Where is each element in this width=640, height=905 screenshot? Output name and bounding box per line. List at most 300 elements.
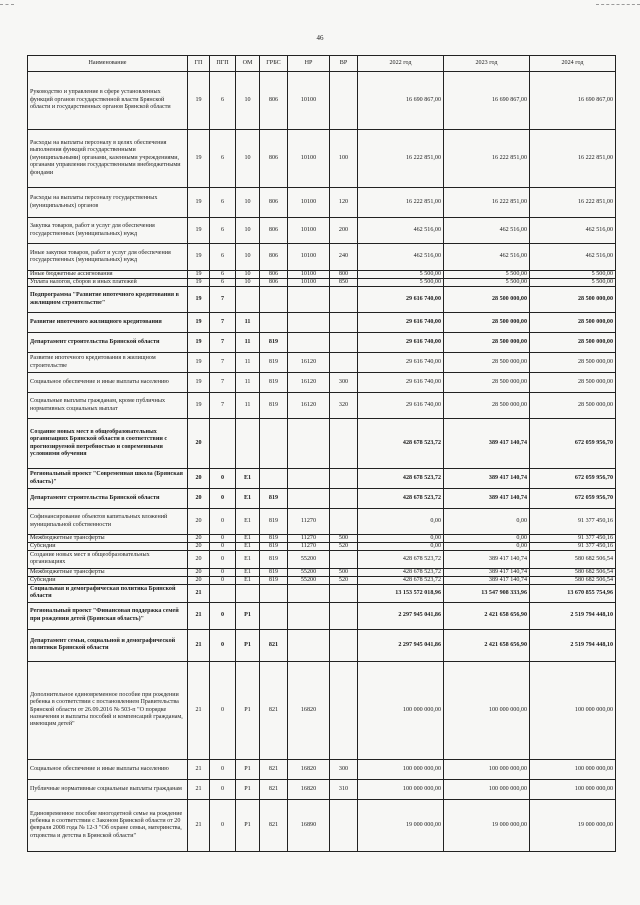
row-om: P1 — [236, 629, 260, 661]
table-row — [28, 333, 616, 353]
row-amount-2022: 100 000 000,00 — [358, 759, 444, 779]
row-vr — [330, 419, 358, 469]
row-om: P1 — [236, 602, 260, 629]
top-dash-left — [0, 4, 14, 5]
row-nr — [288, 489, 330, 509]
row-grbs: 806 — [260, 188, 288, 218]
table-row — [28, 543, 616, 551]
row-amount-2024: 5 500,00 — [530, 279, 616, 287]
row-name: Субсидии — [28, 543, 188, 551]
row-grbs — [260, 584, 288, 602]
row-gp: 19 — [188, 279, 210, 287]
row-name: Расходы на выплаты персоналу в целях обеспечения выполнения функций государственными (муниципальными) органами, казенными учреждениями, органами управления государственными внебюджетными фондами — [28, 130, 188, 188]
row-grbs: 819 — [260, 373, 288, 393]
row-amount-2024: 16 222 851,00 — [530, 130, 616, 188]
row-amount-2024: 28 500 000,00 — [530, 333, 616, 353]
row-nr: 16820 — [288, 759, 330, 779]
row-amount-2022: 0,00 — [358, 543, 444, 551]
row-amount-2022: 16 222 851,00 — [358, 130, 444, 188]
row-amount-2024: 19 000 000,00 — [530, 799, 616, 851]
row-vr — [330, 489, 358, 509]
row-amount-2022: 428 678 523,72 — [358, 489, 444, 509]
row-amount-2022: 13 153 572 018,96 — [358, 584, 444, 602]
table-row — [28, 218, 616, 244]
row-gp: 19 — [188, 271, 210, 279]
row-name: Региональный проект "Современная школа (Брянская область)" — [28, 469, 188, 489]
row-amount-2024: 672 059 956,70 — [530, 469, 616, 489]
row-grbs: 819 — [260, 551, 288, 569]
row-gp: 20 — [188, 576, 210, 584]
table-row — [28, 799, 616, 851]
row-name: Департамент строительства Брянской области — [28, 489, 188, 509]
row-amount-2022: 0,00 — [358, 509, 444, 535]
row-amount-2022: 19 000 000,00 — [358, 799, 444, 851]
row-pgp: 0 — [210, 799, 236, 851]
row-gp: 20 — [188, 535, 210, 543]
row-amount-2024: 2 519 794 448,10 — [530, 602, 616, 629]
row-vr: 520 — [330, 543, 358, 551]
row-nr: 16120 — [288, 373, 330, 393]
row-om: 10 — [236, 130, 260, 188]
row-amount-2023: 100 000 000,00 — [444, 759, 530, 779]
row-amount-2022: 29 616 740,00 — [358, 333, 444, 353]
row-amount-2023: 100 000 000,00 — [444, 779, 530, 799]
row-om — [236, 419, 260, 469]
row-vr: 120 — [330, 188, 358, 218]
row-om: E1 — [236, 543, 260, 551]
row-om — [236, 584, 260, 602]
row-vr: 500 — [330, 535, 358, 543]
row-amount-2022: 428 678 523,72 — [358, 469, 444, 489]
row-vr: 240 — [330, 244, 358, 271]
row-nr: 11270 — [288, 509, 330, 535]
row-amount-2023: 16 222 851,00 — [444, 188, 530, 218]
row-nr: 55200 — [288, 551, 330, 569]
row-amount-2022: 428 678 523,72 — [358, 568, 444, 576]
row-nr — [288, 602, 330, 629]
table-row — [28, 279, 616, 287]
row-amount-2023: 2 421 658 656,90 — [444, 629, 530, 661]
row-pgp: 0 — [210, 602, 236, 629]
table-row — [28, 313, 616, 333]
row-amount-2023: 462 516,00 — [444, 244, 530, 271]
table-row — [28, 584, 616, 602]
table-row — [28, 353, 616, 373]
row-name: Руководство и управление в сфере установленных функций органов государственной власти Брянской области и государственных органов Брянской области — [28, 72, 188, 130]
row-nr — [288, 584, 330, 602]
row-gp: 21 — [188, 629, 210, 661]
row-grbs: 806 — [260, 244, 288, 271]
row-gp: 20 — [188, 543, 210, 551]
header-2024: 2024 год — [530, 56, 616, 72]
row-amount-2024: 580 682 506,54 — [530, 551, 616, 569]
row-amount-2022: 29 616 740,00 — [358, 353, 444, 373]
row-name: Иные закупки товаров, работ и услуг для обеспечения государственных (муниципальных) нужд — [28, 244, 188, 271]
row-om: 11 — [236, 373, 260, 393]
row-amount-2024: 28 500 000,00 — [530, 373, 616, 393]
row-nr: 16120 — [288, 353, 330, 373]
row-vr — [330, 799, 358, 851]
row-vr — [330, 469, 358, 489]
header-2022: 2022 год — [358, 56, 444, 72]
row-vr — [330, 72, 358, 130]
table-row — [28, 287, 616, 313]
row-vr: 300 — [330, 373, 358, 393]
row-gp: 21 — [188, 779, 210, 799]
row-pgp: 0 — [210, 661, 236, 759]
row-name: Расходы на выплаты персоналу государственных (муниципальных) органов — [28, 188, 188, 218]
row-pgp: 0 — [210, 543, 236, 551]
row-amount-2023: 389 417 140,74 — [444, 551, 530, 569]
row-gp: 19 — [188, 393, 210, 419]
row-om: 11 — [236, 393, 260, 419]
row-pgp: 0 — [210, 509, 236, 535]
row-amount-2023: 28 500 000,00 — [444, 353, 530, 373]
row-om: E1 — [236, 469, 260, 489]
row-grbs: 819 — [260, 509, 288, 535]
row-name: Софинансирование объектов капитальных вложений муниципальной собственности — [28, 509, 188, 535]
row-pgp: 6 — [210, 218, 236, 244]
row-amount-2023: 0,00 — [444, 509, 530, 535]
row-grbs: 819 — [260, 568, 288, 576]
row-amount-2024: 100 000 000,00 — [530, 661, 616, 759]
row-name: Уплата налогов, сборов и иных платежей — [28, 279, 188, 287]
row-om: E1 — [236, 509, 260, 535]
row-amount-2023: 100 000 000,00 — [444, 661, 530, 759]
row-nr: 11270 — [288, 543, 330, 551]
row-om — [236, 287, 260, 313]
row-om: E1 — [236, 576, 260, 584]
row-vr — [330, 629, 358, 661]
row-pgp: 0 — [210, 535, 236, 543]
row-amount-2023: 28 500 000,00 — [444, 287, 530, 313]
row-nr: 16890 — [288, 799, 330, 851]
row-pgp: 7 — [210, 393, 236, 419]
row-amount-2023: 389 417 140,74 — [444, 419, 530, 469]
row-amount-2024: 28 500 000,00 — [530, 287, 616, 313]
row-name: Создание новых мест в общеобразовательных организациях — [28, 551, 188, 569]
row-gp: 19 — [188, 188, 210, 218]
row-gp: 21 — [188, 799, 210, 851]
row-pgp: 0 — [210, 469, 236, 489]
table-row — [28, 130, 616, 188]
row-name: Региональный проект "Финансовая поддержка семей при рождении детей (Брянская область)" — [28, 602, 188, 629]
row-pgp: 6 — [210, 130, 236, 188]
row-amount-2024: 672 059 956,70 — [530, 419, 616, 469]
row-gp: 21 — [188, 584, 210, 602]
row-nr — [288, 333, 330, 353]
row-grbs — [260, 469, 288, 489]
row-nr: 16820 — [288, 779, 330, 799]
row-amount-2022: 100 000 000,00 — [358, 779, 444, 799]
row-vr — [330, 661, 358, 759]
row-nr: 55200 — [288, 576, 330, 584]
row-pgp: 6 — [210, 72, 236, 130]
row-name: Межбюджетные трансферты — [28, 568, 188, 576]
row-grbs: 819 — [260, 393, 288, 419]
table-row — [28, 568, 616, 576]
row-om: 10 — [236, 244, 260, 271]
row-gp: 20 — [188, 568, 210, 576]
header-name: Наименование — [28, 56, 188, 72]
row-vr — [330, 509, 358, 535]
row-amount-2022: 2 297 945 041,86 — [358, 602, 444, 629]
table-row — [28, 271, 616, 279]
row-om: 10 — [236, 188, 260, 218]
row-grbs: 806 — [260, 218, 288, 244]
row-vr — [330, 551, 358, 569]
row-name: Закупка товаров, работ и услуг для обеспечения государственных (муниципальных) нужд — [28, 218, 188, 244]
row-amount-2024: 580 682 506,54 — [530, 576, 616, 584]
row-nr: 10100 — [288, 72, 330, 130]
table-row — [28, 535, 616, 543]
header-2023: 2023 год — [444, 56, 530, 72]
row-grbs — [260, 313, 288, 333]
row-grbs — [260, 419, 288, 469]
row-amount-2024: 28 500 000,00 — [530, 313, 616, 333]
row-gp: 21 — [188, 661, 210, 759]
page-number: 46 — [316, 34, 324, 42]
row-pgp: 0 — [210, 551, 236, 569]
row-amount-2024: 28 500 000,00 — [530, 353, 616, 373]
header-om: ОМ — [236, 56, 260, 72]
row-grbs: 821 — [260, 759, 288, 779]
row-nr — [288, 313, 330, 333]
row-amount-2023: 389 417 140,74 — [444, 568, 530, 576]
header-grbs: ГРБС — [260, 56, 288, 72]
row-grbs: 806 — [260, 271, 288, 279]
row-amount-2022: 428 678 523,72 — [358, 419, 444, 469]
row-amount-2022: 428 678 523,72 — [358, 576, 444, 584]
row-amount-2023: 0,00 — [444, 535, 530, 543]
row-vr — [330, 313, 358, 333]
row-vr: 300 — [330, 759, 358, 779]
row-om: 11 — [236, 313, 260, 333]
row-name: Департамент семьи, социальной и демографической политики Брянской области — [28, 629, 188, 661]
row-pgp: 7 — [210, 313, 236, 333]
row-pgp: 6 — [210, 244, 236, 271]
table-row — [28, 551, 616, 569]
row-vr: 520 — [330, 576, 358, 584]
row-pgp: 7 — [210, 353, 236, 373]
row-pgp: 7 — [210, 287, 236, 313]
row-name: Социальное обеспечение и иные выплаты населению — [28, 759, 188, 779]
row-amount-2022: 5 500,00 — [358, 271, 444, 279]
header-vr: ВР — [330, 56, 358, 72]
table-row — [28, 373, 616, 393]
row-nr: 16820 — [288, 661, 330, 759]
row-amount-2024: 16 690 867,00 — [530, 72, 616, 130]
row-om: E1 — [236, 489, 260, 509]
row-amount-2024: 462 516,00 — [530, 218, 616, 244]
row-amount-2023: 2 421 658 656,90 — [444, 602, 530, 629]
table-row — [28, 188, 616, 218]
row-name: Единовременное пособие многодетной семье на рождение ребенка в соответствии с Законом Брянской области от 20 февраля 2008 года № 12-З "Об охране семьи, материнства, отцовства и детства в Брянской области" — [28, 799, 188, 851]
row-om: E1 — [236, 535, 260, 543]
row-om: 11 — [236, 333, 260, 353]
row-pgp: 6 — [210, 279, 236, 287]
row-om: P1 — [236, 661, 260, 759]
row-amount-2022: 2 297 945 041,86 — [358, 629, 444, 661]
row-nr — [288, 419, 330, 469]
row-nr — [288, 629, 330, 661]
row-pgp: 0 — [210, 489, 236, 509]
row-name: Межбюджетные трансферты — [28, 535, 188, 543]
row-name: Развитие ипотечного жилищного кредитования — [28, 313, 188, 333]
row-grbs: 821 — [260, 629, 288, 661]
row-name: Публичные нормативные социальные выплаты гражданам — [28, 779, 188, 799]
row-grbs — [260, 287, 288, 313]
table-row — [28, 661, 616, 759]
row-gp: 19 — [188, 130, 210, 188]
row-vr — [330, 333, 358, 353]
row-amount-2022: 0,00 — [358, 535, 444, 543]
header-nr: НР — [288, 56, 330, 72]
row-amount-2024: 16 222 851,00 — [530, 188, 616, 218]
table-row — [28, 629, 616, 661]
row-amount-2023: 13 547 908 333,96 — [444, 584, 530, 602]
row-name: Дополнительное единовременное пособие при рождении ребенка в соответствии с постановлением Правительства Брянской области от 26.09.2016 № 503-п "О порядке назначения и выплаты пособий и компенсаций гражданам, имеющим детей" — [28, 661, 188, 759]
row-amount-2024: 13 670 855 754,96 — [530, 584, 616, 602]
row-gp: 19 — [188, 373, 210, 393]
row-pgp — [210, 419, 236, 469]
row-amount-2023: 462 516,00 — [444, 218, 530, 244]
row-gp: 21 — [188, 759, 210, 779]
row-grbs: 821 — [260, 799, 288, 851]
row-nr: 11270 — [288, 535, 330, 543]
row-amount-2023: 5 500,00 — [444, 271, 530, 279]
row-om: P1 — [236, 759, 260, 779]
row-grbs: 821 — [260, 779, 288, 799]
row-amount-2022: 462 516,00 — [358, 244, 444, 271]
row-gp: 19 — [188, 287, 210, 313]
row-name: Департамент строительства Брянской области — [28, 333, 188, 353]
row-gp: 20 — [188, 489, 210, 509]
row-amount-2022: 29 616 740,00 — [358, 313, 444, 333]
row-amount-2024: 580 682 506,54 — [530, 568, 616, 576]
row-grbs: 821 — [260, 661, 288, 759]
table-row — [28, 393, 616, 419]
row-amount-2022: 5 500,00 — [358, 279, 444, 287]
row-vr: 310 — [330, 779, 358, 799]
table-row — [28, 419, 616, 469]
row-grbs — [260, 602, 288, 629]
table-row — [28, 759, 616, 779]
row-name: Социальное обеспечение и иные выплаты населению — [28, 373, 188, 393]
row-gp: 21 — [188, 602, 210, 629]
row-pgp: 0 — [210, 576, 236, 584]
row-om: 10 — [236, 72, 260, 130]
row-om: P1 — [236, 779, 260, 799]
row-amount-2023: 16 690 867,00 — [444, 72, 530, 130]
row-amount-2023: 28 500 000,00 — [444, 313, 530, 333]
row-pgp: 6 — [210, 188, 236, 218]
row-amount-2022: 29 616 740,00 — [358, 393, 444, 419]
row-gp: 19 — [188, 333, 210, 353]
row-gp: 19 — [188, 72, 210, 130]
row-amount-2022: 29 616 740,00 — [358, 287, 444, 313]
row-gp: 20 — [188, 509, 210, 535]
budget-table — [27, 55, 616, 852]
row-nr: 10100 — [288, 188, 330, 218]
row-amount-2022: 100 000 000,00 — [358, 661, 444, 759]
row-nr: 16120 — [288, 393, 330, 419]
row-gp: 19 — [188, 353, 210, 373]
row-grbs: 819 — [260, 535, 288, 543]
header-gp: ГП — [188, 56, 210, 72]
row-nr: 10100 — [288, 218, 330, 244]
row-amount-2022: 16 690 867,00 — [358, 72, 444, 130]
row-grbs: 819 — [260, 543, 288, 551]
row-grbs: 806 — [260, 279, 288, 287]
row-amount-2024: 5 500,00 — [530, 271, 616, 279]
table-row — [28, 489, 616, 509]
top-dash-right — [596, 4, 640, 5]
table-row — [28, 72, 616, 130]
table-row — [28, 779, 616, 799]
row-vr: 500 — [330, 568, 358, 576]
row-amount-2023: 19 000 000,00 — [444, 799, 530, 851]
row-om: 10 — [236, 279, 260, 287]
row-grbs: 819 — [260, 333, 288, 353]
row-amount-2022: 29 616 740,00 — [358, 373, 444, 393]
row-om: 11 — [236, 353, 260, 373]
table-row — [28, 244, 616, 271]
row-nr — [288, 469, 330, 489]
row-amount-2024: 28 500 000,00 — [530, 393, 616, 419]
row-amount-2024: 100 000 000,00 — [530, 759, 616, 779]
row-amount-2023: 389 417 140,74 — [444, 576, 530, 584]
header-pgp: ПГП — [210, 56, 236, 72]
row-vr: 850 — [330, 279, 358, 287]
row-gp: 19 — [188, 244, 210, 271]
table-row — [28, 509, 616, 535]
table-row — [28, 469, 616, 489]
row-amount-2023: 28 500 000,00 — [444, 393, 530, 419]
row-name: Иные бюджетные ассигнования — [28, 271, 188, 279]
row-name: Развитие ипотечного кредитования в жилищном строительстве — [28, 353, 188, 373]
row-pgp: 7 — [210, 333, 236, 353]
row-om: E1 — [236, 568, 260, 576]
row-gp: 20 — [188, 469, 210, 489]
row-gp: 20 — [188, 419, 210, 469]
row-pgp: 0 — [210, 759, 236, 779]
row-vr: 320 — [330, 393, 358, 419]
row-amount-2024: 100 000 000,00 — [530, 779, 616, 799]
row-grbs: 819 — [260, 353, 288, 373]
row-om: P1 — [236, 799, 260, 851]
row-grbs: 806 — [260, 72, 288, 130]
row-amount-2023: 0,00 — [444, 543, 530, 551]
row-pgp: 6 — [210, 271, 236, 279]
row-grbs: 806 — [260, 130, 288, 188]
row-amount-2024: 462 516,00 — [530, 244, 616, 271]
row-gp: 20 — [188, 551, 210, 569]
row-nr: 55200 — [288, 568, 330, 576]
row-name: Социальные выплаты гражданам, кроме публичных нормативных социальных выплат — [28, 393, 188, 419]
row-amount-2024: 91 377 450,16 — [530, 543, 616, 551]
row-gp: 19 — [188, 218, 210, 244]
row-pgp: 7 — [210, 373, 236, 393]
row-gp: 19 — [188, 313, 210, 333]
row-pgp: 0 — [210, 779, 236, 799]
row-amount-2022: 462 516,00 — [358, 218, 444, 244]
row-vr — [330, 287, 358, 313]
row-vr — [330, 353, 358, 373]
row-vr: 800 — [330, 271, 358, 279]
row-name: Социальная и демографическая политика Брянской области — [28, 584, 188, 602]
row-name: Субсидии — [28, 576, 188, 584]
